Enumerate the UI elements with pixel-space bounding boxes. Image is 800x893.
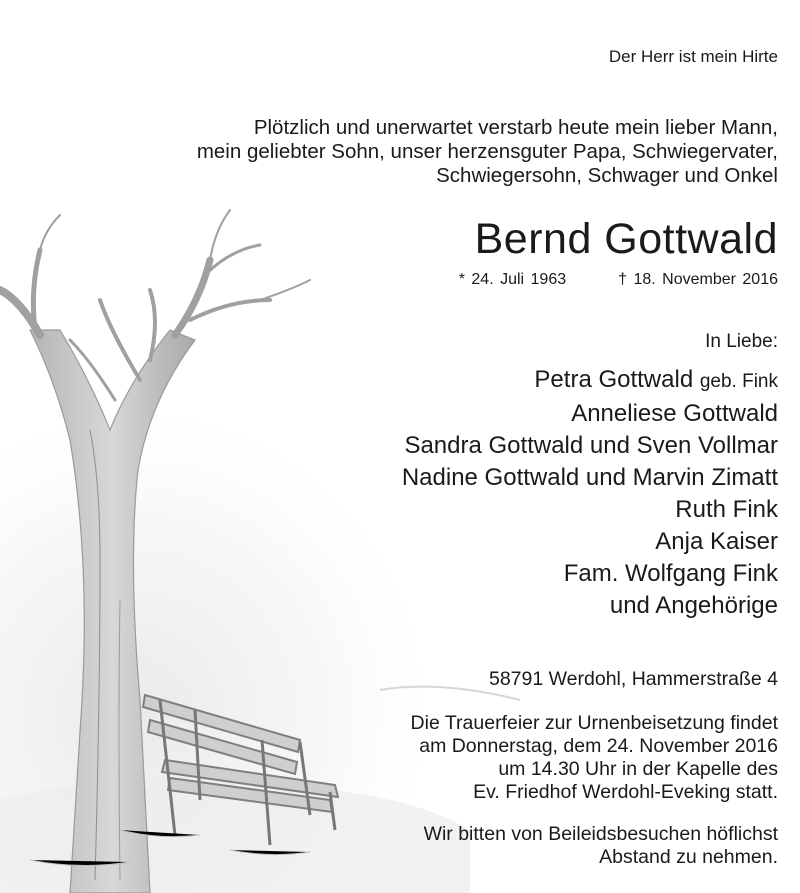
intro-line: mein geliebter Sohn, unser herzensguter Papa, Schwiegervater, [196, 140, 778, 163]
mourner: Anja Kaiser [655, 528, 778, 555]
funeral-line: um 14.30 Uhr in der Kapelle des [498, 758, 778, 780]
deceased-name: Bernd Gottwald [474, 215, 778, 263]
maiden-name: geb. Fink [699, 371, 778, 392]
mourner: Nadine Gottwald und Marvin Zimatt [401, 464, 778, 491]
birth-date: * 24. Juli 1963 [458, 271, 567, 288]
funeral-line: Ev. Friedhof Werdohl-Eveking statt. [473, 781, 778, 803]
mourner [402, 364, 778, 398]
mourner: und Angehörige [609, 592, 778, 619]
in-love-label: In Liebe: [705, 331, 778, 352]
request-line: Abstand zu nehmen. [599, 846, 778, 868]
funeral-info [411, 712, 778, 804]
life-dates [459, 271, 778, 289]
funeral-line: am Donnerstag, dem 24. November 2016 [419, 735, 778, 757]
mourner: Fam. Wolfgang Fink [563, 560, 778, 587]
mourner: Ruth Fink [675, 496, 778, 523]
request-line: Wir bitten von Beileidsbesuchen höflichst [423, 823, 778, 845]
intro-line: Schwiegersohn, Schwager und Onkel [436, 164, 778, 187]
condolence-request [424, 823, 778, 869]
death-date: † 18. November 2016 [618, 271, 778, 288]
family-address: 58791 Werdohl, Hammerstraße 4 [488, 668, 778, 690]
funeral-line: Die Trauerfeier zur Urnenbeisetzung findet [410, 712, 778, 734]
intro-text [197, 116, 778, 188]
mourner: Sandra Gottwald und Sven Vollmar [404, 432, 778, 459]
mourners-list [402, 364, 778, 622]
mourner-name: Petra Gottwald [534, 366, 694, 393]
mourner: Anneliese Gottwald [571, 400, 778, 427]
motto: Der Herr ist mein Hirte [608, 47, 778, 66]
intro-line: Plötzlich und unerwartet verstarb heute mein lieber Mann, [253, 116, 778, 139]
